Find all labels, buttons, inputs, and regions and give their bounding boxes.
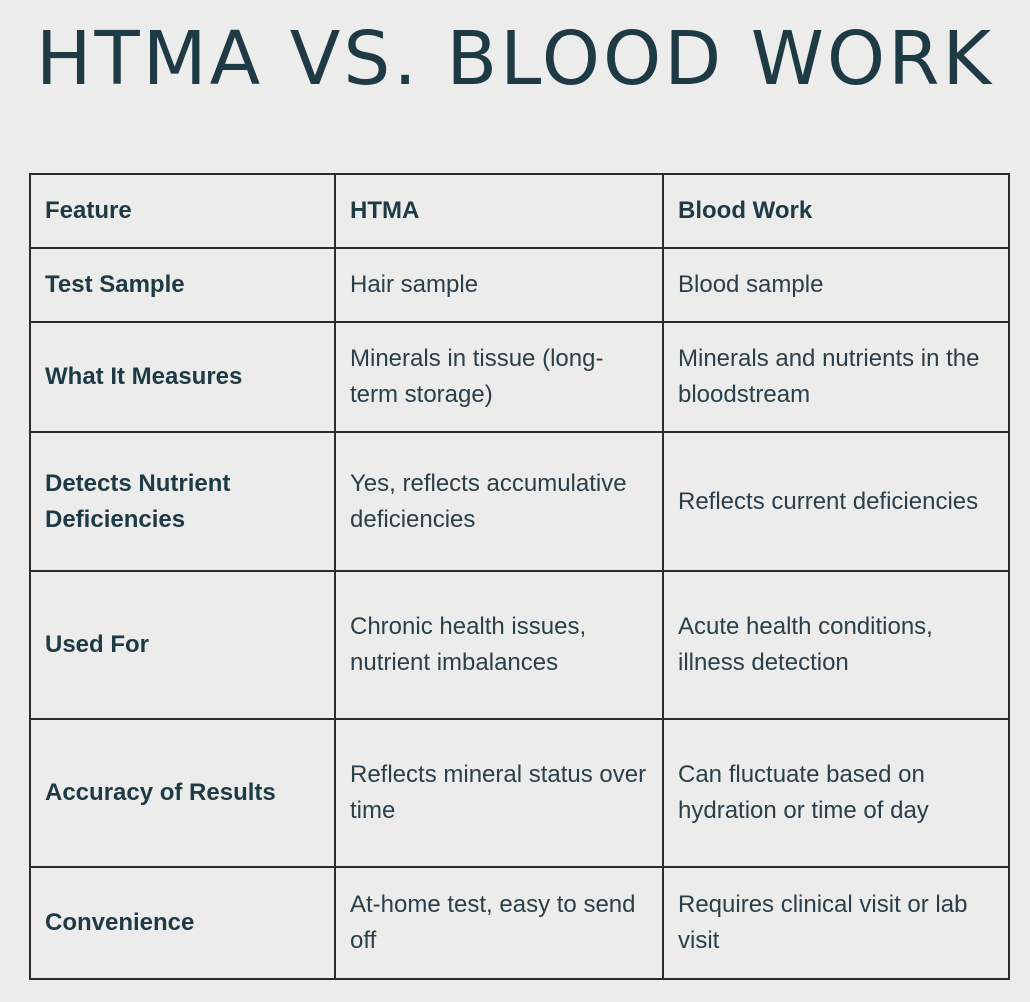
header-htma: HTMA: [335, 174, 663, 248]
table-row: [30, 719, 1009, 867]
table-row: [30, 432, 1009, 571]
header-blood-work: Blood Work: [663, 174, 1009, 248]
row-htma-cell: Reflects mineral status over time: [335, 719, 663, 867]
row-htma-cell: Yes, reflects accumulative deficiencies: [335, 432, 663, 571]
table-header-row: [30, 174, 1009, 248]
row-htma-cell: Minerals in tissue (long-term storage): [335, 322, 663, 432]
row-feature-cell: Test Sample: [30, 248, 335, 322]
row-blood-cell: Blood sample: [663, 248, 1009, 322]
header-feature: Feature: [30, 174, 335, 248]
comparison-table: [29, 173, 1010, 980]
row-feature-cell: Detects Nutrient Deficiencies: [30, 432, 335, 571]
row-htma-cell: At-home test, easy to send off: [335, 867, 663, 979]
row-feature-cell: What It Measures: [30, 322, 335, 432]
row-blood-cell: Minerals and nutrients in the bloodstream: [663, 322, 1009, 432]
table-row: [30, 248, 1009, 322]
page-title: HTMA VS. BLOOD WORK: [35, 16, 995, 102]
row-blood-cell: Acute health conditions, illness detection: [663, 571, 1009, 719]
row-blood-cell: Reflects current deficiencies: [663, 432, 1009, 571]
table-row: [30, 867, 1009, 979]
row-feature-cell: Convenience: [30, 867, 335, 979]
row-feature-cell: Used For: [30, 571, 335, 719]
row-blood-cell: Can fluctuate based on hydration or time of day: [663, 719, 1009, 867]
row-htma-cell: Hair sample: [335, 248, 663, 322]
table-row: [30, 322, 1009, 432]
row-blood-cell: Requires clinical visit or lab visit: [663, 867, 1009, 979]
row-htma-cell: Chronic health issues, nutrient imbalances: [335, 571, 663, 719]
row-feature-cell: Accuracy of Results: [30, 719, 335, 867]
table-row: [30, 571, 1009, 719]
